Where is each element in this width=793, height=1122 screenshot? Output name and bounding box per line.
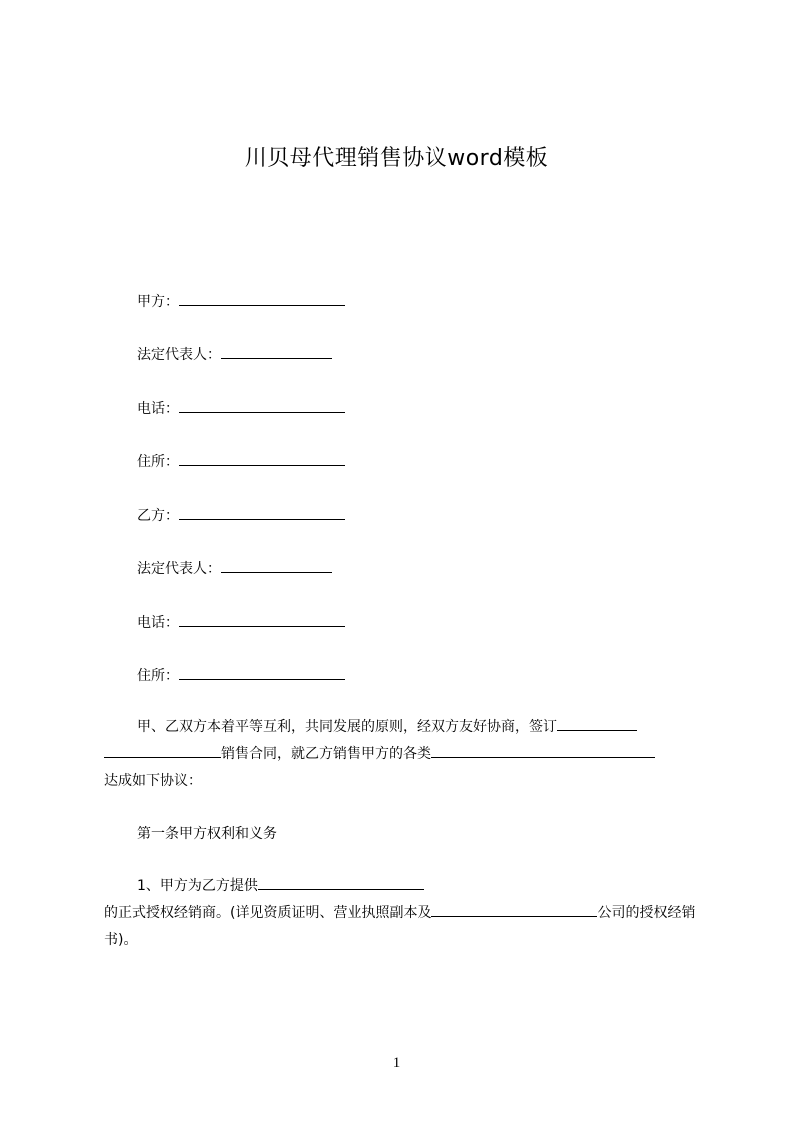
page-number: 1 bbox=[392, 1055, 401, 1071]
party-b-phone-field bbox=[137, 612, 345, 633]
intro-line-3 bbox=[104, 768, 700, 795]
party-a-name-blank bbox=[179, 291, 345, 306]
party-b-name-field bbox=[137, 505, 345, 526]
party-b-name-label: 乙方： bbox=[137, 508, 179, 524]
party-a-name-label: 甲方： bbox=[137, 294, 179, 310]
party-a-address-label: 住所： bbox=[137, 454, 179, 470]
party-a-address-field bbox=[137, 451, 345, 472]
party-b-rep-field bbox=[137, 558, 332, 579]
intro-paragraph bbox=[104, 714, 700, 795]
intro-line-1 bbox=[104, 714, 700, 741]
clause-1-text-3: 公司的授权经销书)。 bbox=[104, 905, 696, 948]
contract-name-blank-1 bbox=[557, 716, 637, 731]
company-blank bbox=[431, 902, 597, 917]
party-a-rep-label: 法定代表人： bbox=[137, 347, 221, 363]
party-a-address-blank bbox=[179, 451, 345, 466]
party-a-rep-blank bbox=[221, 344, 332, 359]
party-b-name-blank bbox=[179, 505, 345, 520]
contract-name-blank-2 bbox=[104, 743, 221, 758]
document-title: 川贝母代理销售协议word模板 bbox=[244, 146, 549, 171]
clause-1-line-1 bbox=[104, 873, 700, 900]
clause-1-text-2: 的正式授权经销商。(详见资质证明、营业执照副本及 bbox=[104, 905, 432, 921]
party-b-phone-label: 电话： bbox=[137, 615, 179, 631]
party-a-name-field bbox=[137, 291, 345, 312]
party-b-rep-label: 法定代表人： bbox=[137, 561, 221, 577]
party-a-phone-label: 电话： bbox=[137, 401, 179, 417]
party-a-rep-field bbox=[137, 344, 332, 365]
intro-line-2 bbox=[104, 741, 700, 768]
party-b-rep-blank bbox=[221, 558, 332, 573]
party-a-phone-field bbox=[137, 398, 345, 419]
product-authorization-blank bbox=[258, 875, 424, 890]
party-b-address-field bbox=[137, 665, 345, 686]
intro-text-2: 销售合同，就乙方销售甲方的各类 bbox=[221, 746, 431, 762]
clause-1-paragraph bbox=[104, 873, 700, 954]
clause-1-text-1: 1、甲方为乙方提供 bbox=[137, 878, 258, 894]
intro-text-1: 甲、乙双方本着平等互利，共同发展的原则，经双方友好协商，签订 bbox=[137, 719, 557, 735]
party-a-phone-blank bbox=[179, 398, 345, 413]
party-b-address-label: 住所： bbox=[137, 668, 179, 684]
product-blank bbox=[431, 743, 655, 758]
intro-text-3: 达成如下协议： bbox=[104, 773, 202, 789]
article-1-heading: 第一条甲方权利和义务 bbox=[137, 826, 277, 842]
party-b-phone-blank bbox=[179, 612, 345, 627]
clause-1-line-2 bbox=[104, 900, 700, 954]
party-b-address-blank bbox=[179, 665, 345, 680]
